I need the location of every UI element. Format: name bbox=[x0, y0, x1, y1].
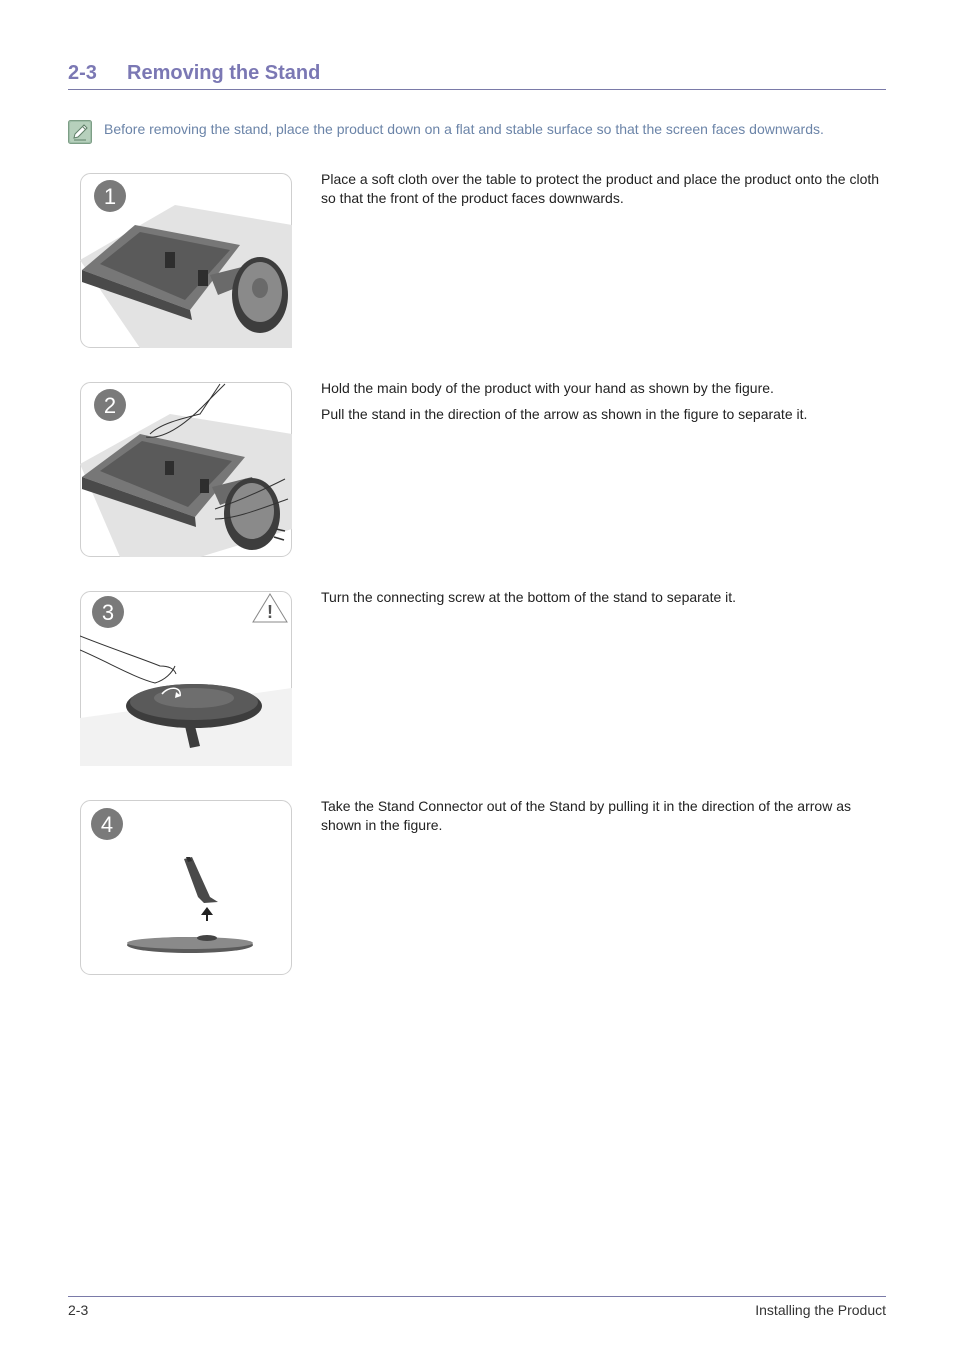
step-3-paragraph-1: Turn the connecting screw at the bottom of the stand to separate it. bbox=[321, 589, 737, 605]
section-number: 2-3 bbox=[68, 62, 97, 84]
step-3-text bbox=[321, 588, 888, 614]
step-4-badge-number: 4 bbox=[100, 812, 114, 837]
step-2-figure bbox=[80, 379, 292, 557]
step-3-badge-number: 3 bbox=[101, 600, 115, 625]
page-footer bbox=[68, 1296, 886, 1319]
warning-triangle-icon: ! bbox=[267, 602, 273, 622]
step-3-figure bbox=[80, 588, 292, 766]
chapter-title: Installing the Product bbox=[755, 1302, 886, 1318]
step-1-text bbox=[321, 170, 888, 215]
step-1-badge-number: 1 bbox=[103, 184, 117, 209]
step-2-paragraph-2: Pull the stand in the direction of the arrow as shown in the figure to separate it. bbox=[321, 406, 808, 422]
step-2 bbox=[80, 379, 888, 559]
step-1-paragraph-1: Place a soft cloth over the table to protect the product and place the product onto the cloth so that the front of the product faces downwards. bbox=[321, 171, 880, 206]
step-4 bbox=[80, 797, 888, 977]
note-text: Before removing the stand, place the product down on a flat and stable surface so that the screen faces downwards. bbox=[104, 121, 824, 137]
section-header bbox=[68, 62, 886, 90]
step-4-paragraph-1: Take the Stand Connector out of the Stand by pulling it in the direction of the arrow as shown in the figure. bbox=[321, 798, 851, 833]
page-number: 2-3 bbox=[68, 1302, 89, 1318]
note-pencil-icon bbox=[68, 120, 92, 144]
step-4-text bbox=[321, 797, 888, 842]
step-2-badge-number: 2 bbox=[103, 393, 117, 418]
step-3 bbox=[80, 588, 888, 768]
step-1 bbox=[80, 170, 888, 350]
step-2-paragraph-1: Hold the main body of the product with your hand as shown by the figure. bbox=[321, 380, 774, 396]
note-box bbox=[68, 118, 888, 146]
step-1-figure bbox=[80, 170, 292, 348]
step-4-figure bbox=[80, 797, 292, 975]
step-2-text bbox=[321, 379, 888, 431]
section-title: Removing the Stand bbox=[127, 62, 321, 84]
